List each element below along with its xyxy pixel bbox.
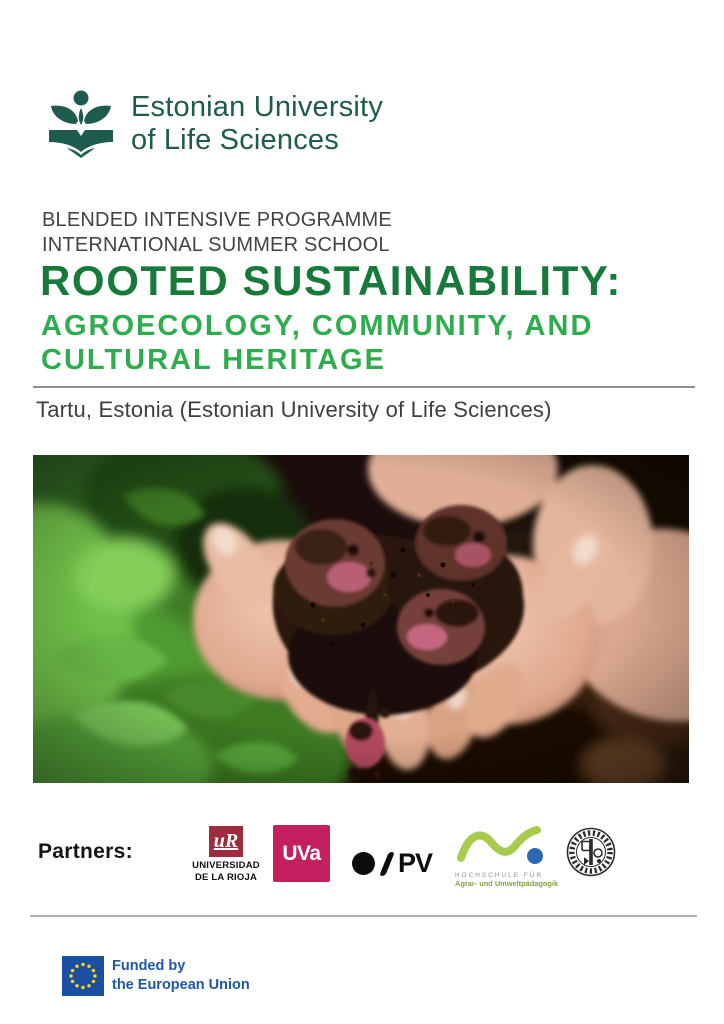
hochschule-caption2: Agrar- und Umweltpädagogik: [455, 879, 559, 888]
university-seal-icon: [566, 827, 616, 877]
partners-label: Partners:: [38, 840, 133, 863]
subtitle: [41, 310, 593, 377]
eu-funding-block: [62, 956, 250, 996]
rioja-caption: UNIVERSIDAD DE LA RIOJA: [192, 860, 260, 883]
pv-wordmark: PV: [398, 848, 433, 878]
university-logo: [45, 90, 383, 158]
partner-logo-hochschule: [455, 826, 559, 888]
subtitle-line1: AGROECOLOGY, COMMUNITY, AND: [41, 310, 594, 342]
programme-eyebrow: [42, 208, 392, 258]
logo-line2: of Life Sciences: [131, 124, 339, 156]
plant-book-logo-icon: [45, 90, 117, 158]
divider-top: [33, 386, 695, 388]
location-text: Tartu, Estonia (Estonian University of Life Sciences): [36, 397, 552, 422]
hero-photo: [33, 455, 689, 783]
pv-slash-icon: [379, 852, 395, 876]
divider-bottom: [30, 915, 697, 917]
subtitle-line2: CULTURAL HERITAGE: [41, 343, 386, 376]
partner-logo-university-seal: [566, 827, 616, 882]
hochschule-caption1: HOCHSCHULE FÜR: [455, 872, 544, 879]
partner-logo-pv: [352, 848, 432, 879]
pv-dot-icon: [352, 852, 375, 875]
university-logo-text: [131, 91, 383, 157]
eyebrow-line2: INTERNATIONAL SUMMER SCHOOL: [42, 234, 390, 256]
partner-logo-uva: UVa: [273, 825, 330, 882]
rioja-logo-mark: uR: [209, 826, 243, 857]
logo-line1: Estonian University: [131, 91, 384, 124]
eu-funding-line2: the European Union: [112, 977, 250, 993]
eyebrow-line1: BLENDED INTENSIVE PROGRAMME: [42, 209, 392, 231]
main-title: ROOTED SUSTAINABILITY:: [40, 257, 622, 304]
hero-photo-illustration: [33, 455, 689, 783]
hochschule-wave-icon: [455, 826, 547, 866]
eu-flag-icon: [62, 956, 104, 996]
eu-funding-line1: Funded by: [112, 957, 186, 974]
partner-logo-universidad-de-la-rioja: [188, 826, 264, 884]
eu-funding-text: [112, 957, 250, 995]
